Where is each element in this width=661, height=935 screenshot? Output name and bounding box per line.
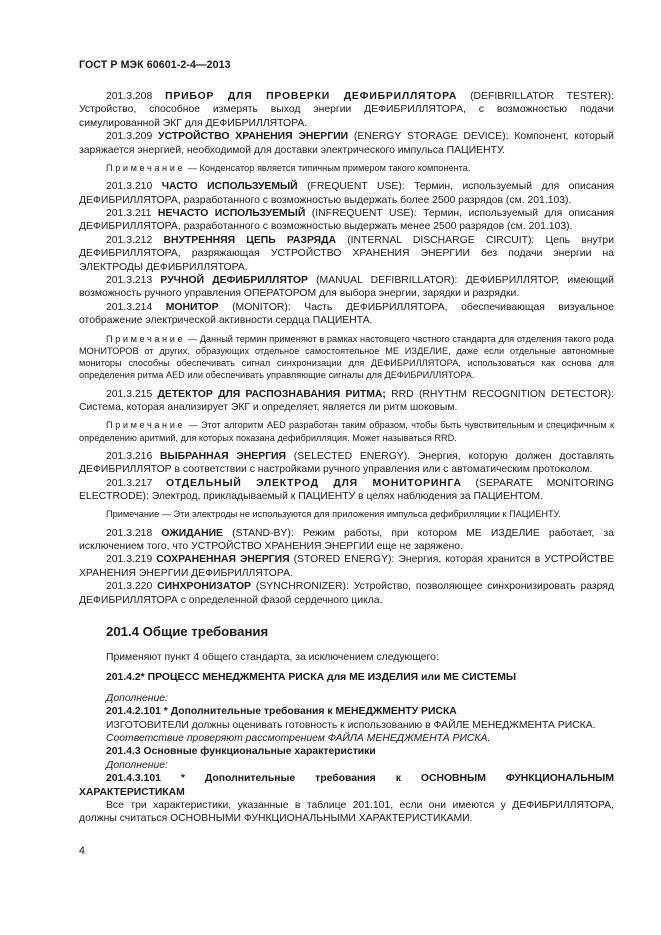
supplement-label: Дополнение: (106, 692, 168, 704)
term-201-3-211 (79, 207, 614, 234)
term-name: СОХРАНЕННАЯ ЭНЕРГИЯ (156, 554, 290, 566)
term-number: 201.3.219 (106, 554, 153, 566)
term-number: 201.3.218 (106, 527, 153, 539)
term-name: СИНХРОНИЗАТОР (157, 581, 251, 593)
term-201-3-216 (79, 450, 614, 477)
page-number: 4 (79, 845, 85, 857)
term-definition: (STORED ENERGY): Энергия, которая хранится в УСТРОЙСТВЕ ХРАНЕНИЯ ЭНЕРГИИ ДЕФИБРИЛЛЯТОРА. (79, 554, 615, 579)
clause-201-4-2: 201.4.2* ПРОЦЕСС МЕНЕДЖМЕНТА РИСКА для МЕ ИЗДЕЛИЯ или МЕ СИСТЕМЫ (106, 672, 517, 684)
term-name: ОТДЕЛЬНЫЙ ЭЛЕКТРОД ДЛЯ МОНИТОРИНГА (165, 477, 462, 489)
note-text: — Данный термин применяют в рамках настоящего частного стандарта для отделения такого рода МОНИТОРОВ от других, образующих отдельное самостоятельное ME ИЗДЕЛИЕ, даже если отдельные автономные мониторы способны обеспечивать сигнал синхронизации для ДЕФИБРИЛЛЯТОРА, использоваться как основа для определения ритма AED или обеспечивать управляющие сигналы для ДЕФИБРИЛЛЯТОРА. (79, 333, 614, 381)
term-number: 201.3.216 (106, 450, 153, 462)
note-label: Примечание (106, 163, 186, 174)
term-number: 201.3.212 (106, 234, 153, 246)
term-number: 201.3.217 (106, 477, 153, 489)
clause-text: ИЗГОТОВИТЕЛИ должны оценивать готовность к использованию в ФАЙЛЕ МЕНЕДЖМЕНТА РИСКА. (106, 719, 596, 731)
term-name: ВНУТРЕННЯЯ ЦЕПЬ РАЗРЯДА (163, 234, 336, 246)
clause-201-4-3: 201.4.3 Основные функциональные характеристики (106, 746, 376, 758)
section-title: 201.4 Общие требования (106, 624, 269, 639)
note-3 (79, 419, 614, 443)
term-201-3-220 (79, 580, 614, 607)
term-definition: (MONITOR): Часть ДЕФИБРИЛЛЯТОРА, обеспечивающая визуальное отображение электрической активности сердца ПАЦИЕНТА. (79, 301, 614, 327)
term-definition: (INFREQUENT USE): Термин, используемый для описания ДЕФИБРИЛЛЯТОРА, разработанного с возможностью выдержать менее 2500 разрядов (см. 201.103). (79, 208, 614, 233)
term-number: 201.3.208 (106, 91, 153, 102)
note-text: — Эти электроды не используются для приложения импульса дефибрилляции к ПАЦИЕНТУ. (159, 509, 561, 520)
note-2 (79, 333, 614, 382)
term-201-3-218 (79, 527, 614, 554)
clause-201-4-2-101: 201.4.2.101 * Дополнительные требования к МЕНЕДЖМЕНТУ РИСКА (106, 706, 457, 718)
term-201-3-210 (79, 180, 614, 207)
note-label: Примечание (106, 420, 186, 431)
term-number: 201.3.214 (106, 301, 153, 313)
term-201-3-212 (79, 234, 614, 274)
term-name: НЕЧАСТО ИСПОЛЬЗУЕМЫЙ (157, 208, 306, 220)
clause-text: Все три характеристики, указанные в таблице 201.101, если они имеются у ДЕФИБРИЛЛЯТОРА, должны считаться ОСНОВНЫМИ ФУНКЦИОНАЛЬНЫМИ ХАРАКТЕРИСТИКАМИ. (79, 800, 614, 825)
term-number: 201.3.209 (106, 131, 153, 143)
note-label: Примечание (106, 509, 160, 520)
term-definition: (DEFIBRILLATOR TESTER): Устройство, способное измерять выход энергии ДЕФИБРИЛЛЯТОРА, с возможностью подачи симулированной ЭКГ для ДЕФИБРИЛЛЯТОРА. (79, 91, 615, 129)
term-201-3-213 (79, 274, 614, 301)
supplement-label: Дополнение: (106, 759, 168, 771)
term-definition: (STAND-BY): Режим работы, при котором ME ИЗДЕЛИЕ работает, за исключением того, что УСТРОЙСТВО ХРАНЕНИЯ ЭНЕРГИИ еще не заряжено. (79, 527, 614, 552)
term-name: УСТРОЙСТВО ХРАНЕНИЯ ЭНЕРГИИ (158, 131, 349, 143)
term-number: 201.3.211 (106, 208, 152, 220)
compliance-text: Соответствие проверяют рассмотрением ФАЙЛА МЕНЕДЖМЕНТА РИСКА. (106, 733, 491, 745)
term-definition: (SYNCHRONIZER): Устройство, позволяющее синхронизировать разряд ДЕФИБРИЛЛЯТОРА с определенной фазой сердечного цикла. (79, 581, 614, 606)
term-definition: (ENERGY STORAGE DEVICE): Компонент, который заряжается энергией, необходимой для доставки электрического импульса ПАЦИЕНТУ. (79, 131, 614, 156)
term-definition: (MANUAL DEFIBRILLATOR): ДЕФИБРИЛЛЯТОР, имеющий возможность ручного управления ОПЕРАТОРОМ для выбора энергии, зарядки и разрядки. (79, 275, 614, 300)
term-definition: (INTERNAL DISCHARGE CIRCUIT): Цепь внутри ДЕФИБРИЛЛЯТОРА, разряжающая УСТРОЙСТВО ХРАНЕНИЯ ЭНЕРГИИ без подачи энергии на ЭЛЕКТРОДЫ ДЕФИБРИЛЛЯТОРА. (79, 234, 615, 273)
section-intro: Применяют пункт 4 общего стандарта, за исключением следующего: (106, 652, 439, 663)
page-content (79, 90, 614, 826)
term-name: ДЕТЕКТОР ДЛЯ РАСПОЗНАВАНИЯ РИТМА; (157, 388, 386, 400)
note-1 (79, 162, 614, 174)
note-text: — Конденсатор является типичным примером такого компонента. (185, 163, 471, 174)
term-name: МОНИТОР (165, 301, 219, 313)
term-201-3-217 (79, 477, 614, 504)
term-definition: RRD (RHYTHM RECOGNITION DETECTOR): Система, которая анализирует ЭКГ и определяет, является ли ритм шоковым. (79, 388, 614, 413)
clause-201-4-3-101: 201.4.3.101 * Дополнительные требования к ОСНОВНЫМ ФУНКЦИОНАЛЬНЫМ ХАРАКТЕРИСТИКАМ (79, 773, 614, 798)
term-201-3-209 (79, 130, 614, 157)
term-definition: (FREQUENT USE): Термин, используемый для описания ДЕФИБРИЛЛЯТОРА, разработанного с возможностью выдержать более 2500 разрядов (см. 201.103). (79, 181, 614, 206)
term-201-3-215 (79, 388, 614, 415)
term-name: ОЖИДАНИЕ (161, 527, 223, 539)
term-name: ЧАСТО ИСПОЛЬЗУЕМЫЙ (161, 181, 298, 193)
term-201-3-219 (79, 553, 614, 580)
term-number: 201.3.210 (106, 181, 153, 193)
page-header: ГОСТ Р МЭК 60601-2-4—2013 (79, 59, 231, 71)
term-201-3-208 (79, 90, 614, 130)
note-label: Примечание (106, 333, 186, 344)
note-4 (79, 508, 614, 520)
term-number: 201.3.213 (106, 275, 153, 287)
term-name: ВЫБРАННАЯ ЭНЕРГИЯ (160, 450, 286, 462)
term-definition: (SEPARATE MONITORING ELECTRODE): Электрод, прикладываемый к ПАЦИЕНТУ в целях наблюдения за ПАЦИЕНТОМ. (79, 477, 614, 502)
term-name: РУЧНОЙ ДЕФИБРИЛЛЯТОР (160, 275, 308, 287)
term-definition: (SELECTED ENERGY). Энергия, которую должен доставлять ДЕФИБРИЛЛЯТОР в соответствии с настройками ручного управления или с автоматическим протоколом. (79, 450, 615, 476)
note-text: — Этот алгоритм AED разработан таким образом, чтобы быть чувствительным и специфичным к определению аритмий, для которых показана дефибрилляция. Может называться RRD. (79, 420, 614, 443)
term-number: 201.3.215 (106, 388, 153, 400)
term-number: 201.3.220 (106, 581, 153, 593)
term-name: ПРИБОР ДЛЯ ПРОВЕРКИ ДЕФИБРИЛЛЯТОРА (165, 91, 458, 102)
term-201-3-214 (79, 301, 614, 328)
